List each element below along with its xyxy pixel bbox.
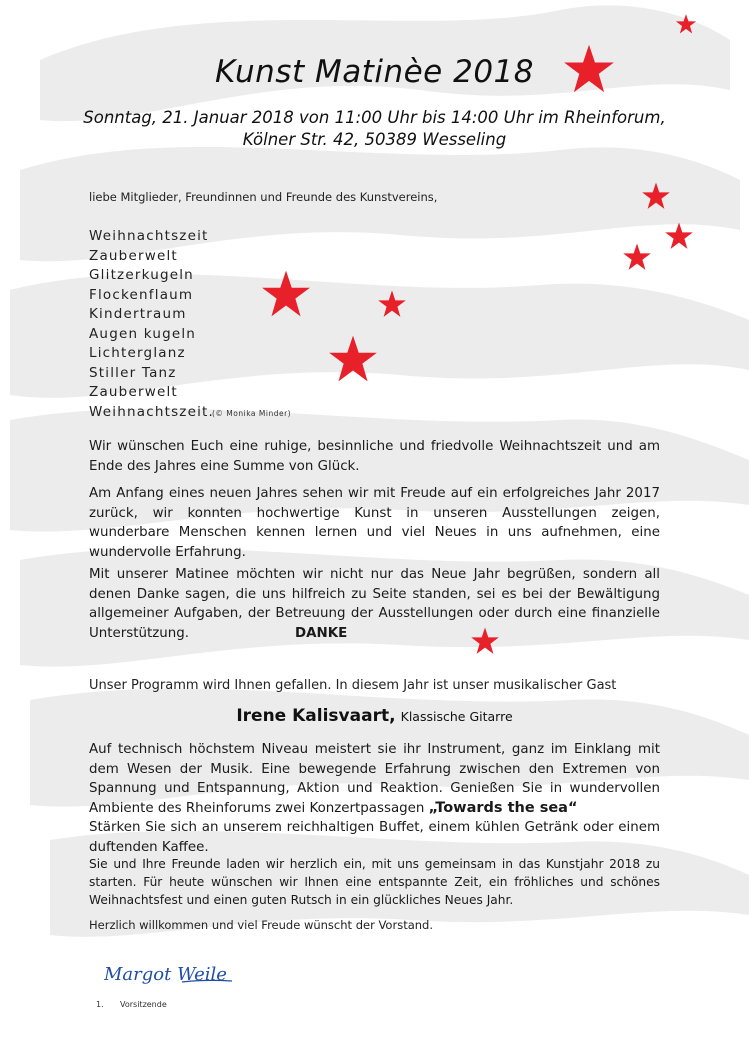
program-intro: Unser Programm wird Ihnen gefallen. In diesem Jahr ist unser musikalischer Gast (89, 678, 617, 693)
poem-line: Zauberwelt (89, 384, 178, 400)
poem-line: Lichterglanz (89, 345, 186, 361)
paragraph-review: Am Anfang eines neuen Jahres sehen wir mit Freude auf ein erfolgreiches Jahr 2017 zurück, wir konnten hochwertige Kunst in unseren Ausstellungen zeigen, wunderbare Menschen kennen lernen und viel Neues in uns aufnehmen, eine wundervolle Erfahrung. (89, 486, 660, 560)
poem-line: Glitzerkugeln (89, 267, 194, 283)
paragraph-thanks (89, 565, 660, 643)
concert-title: „Towards the sea“ (428, 799, 578, 816)
guest-line (0, 706, 749, 726)
poem-line: Weihnachtszeit. (89, 404, 215, 420)
poem-line: Kindertraum (89, 306, 187, 322)
signer-number: 1. (96, 1000, 104, 1009)
guest-name: Irene Kalisvaart, (236, 706, 396, 726)
poem-line: Weihnachtszeit (89, 228, 209, 244)
greeting: liebe Mitglieder, Freundinnen und Freunde des Kunstvereins, (89, 190, 438, 204)
guest-role: Klassische Gitarre (400, 709, 513, 724)
danke-text: DANKE (295, 625, 348, 641)
star-icon (622, 242, 652, 272)
paragraph-wishes: Wir wünschen Euch eine ruhige, besinnliche und friedvolle Weihnachtszeit und am Ende des Jahres eine Summe von Glück. (89, 439, 660, 474)
event-address-line: Kölner Str. 42, 50389 Wesseling (242, 130, 507, 149)
star-icon (377, 289, 407, 319)
poem-line: Zauberwelt (89, 248, 178, 264)
performance-text: Auf technisch höchstem Niveau meistert sie ihr Instrument, ganz im Einklang mit dem Wesen der Musik. Eine bewegende Erfahrung zwischen den Extremen von Spannung und Entspannung, Aktion und Reaktion. Genießen Sie in wundervollen Ambiente des Rheinforums zwei Konzertpassagen (89, 742, 660, 816)
poem-line: Flockenflaum (89, 287, 194, 303)
signature-text: Margot Weile (104, 964, 227, 985)
thanks-text: Mit unserer Matinee möchten wir nicht nur das Neue Jahr begrüßen, sondern all denen Danke sagen, die uns hilfreich zu Seite standen, sei es bei der Bewältigung allgemeiner Aufgaben, der Betreuung der Ausstellungen oder durch eine finanzielle Unterstützung. (89, 567, 660, 641)
page-title: Kunst Matinèe 2018 (215, 54, 534, 90)
poem-line: Stiller Tanz (89, 365, 177, 381)
handwritten-signature (104, 960, 234, 988)
poem-credit: (© Monika Minder) (212, 409, 292, 418)
star-icon (260, 268, 312, 320)
event-date-line: Sonntag, 21. Januar 2018 von 11:00 Uhr bis 14:00 Uhr im Rheinforum, (83, 108, 666, 127)
star-icon (641, 181, 671, 211)
paragraph-invitation: Sie und Ihre Freunde laden wir herzlich ein, mit uns gemeinsam in das Kunstjahr 2018 zu starten. Für heute wünschen wir Ihnen eine entspannte Zeit, ein fröhliches und schönes Weihnachtsfest und einen guten Rutsch in ein glückliches Neues Jahr. (89, 857, 660, 907)
paragraph-performance (89, 740, 660, 818)
star-icon (675, 13, 697, 35)
star-icon (664, 221, 694, 251)
closing-line: Herzlich willkommen und viel Freude wünscht der Vorstand. (89, 918, 433, 932)
paragraph-buffet: Stärken Sie sich an unserem reichhaltigen Buffet, einem kühlen Getränk oder einem duftenden Kaffee. (89, 820, 660, 855)
poem-line: Augen kugeln (89, 326, 197, 342)
signer-role: Vorsitzende (120, 1000, 167, 1009)
star-icon (327, 333, 379, 385)
